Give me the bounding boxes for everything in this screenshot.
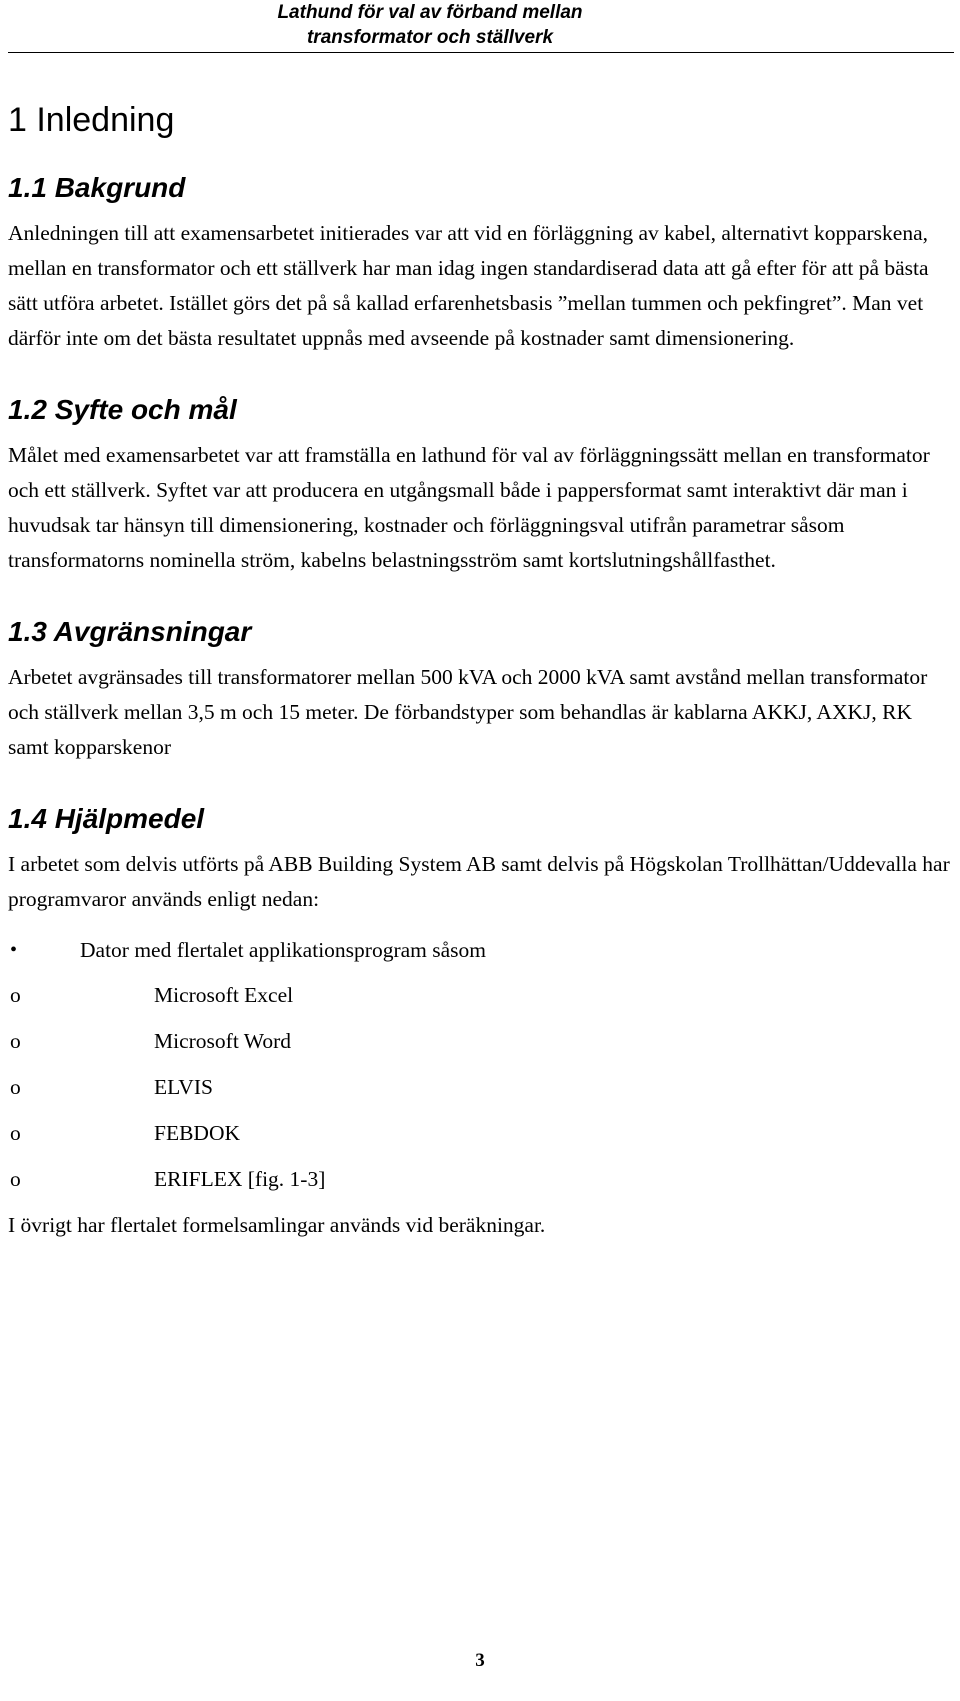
sublist-item-label: Microsoft Excel — [154, 983, 294, 1007]
sublist-item — [8, 1024, 950, 1059]
header-divider — [8, 52, 954, 53]
sublist-item-label: ELVIS — [154, 1075, 213, 1099]
sublist-item-label: Microsoft Word — [154, 1029, 292, 1053]
sublist-item-label: FEBDOK — [154, 1121, 241, 1145]
circle-bullet-icon: o — [10, 1029, 21, 1053]
circle-bullet-icon: o — [10, 1121, 21, 1145]
circle-bullet-icon: o — [10, 983, 21, 1007]
closing-paragraph: I övrigt har flertalet formelsamlingar används vid beräkningar. — [8, 1213, 546, 1237]
section-heading-bakgrund: 1.1 Bakgrund — [8, 172, 186, 203]
circle-bullet-icon: o — [10, 1167, 21, 1191]
list-item — [8, 933, 950, 968]
circle-bullet-icon: o — [10, 1075, 21, 1099]
sublist-item — [8, 1116, 950, 1151]
running-header-line-2: transformator och ställverk — [306, 27, 554, 48]
chapter-title: 1 Inledning — [8, 101, 175, 139]
section-paragraph: Anledningen till att examensarbetet initierades var att vid en förläggning av kabel, alternativt kopparskena, mellan en transformator och ett ställverk har man idag ingen standardiserad data att gå efter för att på bästa sätt utföra arbetet. Istället görs det på så kallad erfarenhetsbasis ”mellan tummen och pekfingret”. Man vet därför inte om det bästa resultatet uppnås med avseende på kostnader samt dimensionering. — [8, 221, 929, 350]
sublist-item-label: ERIFLEX [fig. 1-3] — [154, 1167, 326, 1191]
document-body — [8, 100, 950, 1277]
section-heading-avgransningar: 1.3 Avgränsningar — [8, 616, 252, 647]
running-header — [200, 0, 660, 50]
sublist-item — [8, 1162, 950, 1197]
page-number-value: 3 — [475, 1650, 485, 1671]
running-header-line-1: Lathund för val av förband mellan — [277, 2, 583, 23]
sublist-item — [8, 978, 950, 1013]
section-heading-syfte: 1.2 Syfte och mål — [8, 394, 237, 425]
page-number — [0, 1650, 960, 1672]
software-sublist — [8, 978, 950, 1197]
section-paragraph: Målet med examensarbetet var att framställa en lathund för val av förläggningssätt mellan en transformator och ett ställverk. Syftet var att producera en utgångsmall både i pappersformat samt interaktivt där man i huvudsak tar hänsyn till dimensionering, kostnader och förläggningsval utifrån parametrar såsom transformatorns nominella ström, kabelns belastningsström samt kortslutningshållfasthet. — [8, 443, 930, 572]
section-paragraph: Arbetet avgränsades till transformatorer mellan 500 kVA och 2000 kVA samt avstånd mellan transformator och ställverk mellan 3,5 m och 15 meter. De förbandstyper som behandlas är kablarna AKKJ, AXKJ, RK samt kopparskenor — [8, 665, 928, 759]
bullet-icon: • — [10, 939, 18, 961]
section-heading-hjalpmedel: 1.4 Hjälpmedel — [8, 803, 205, 834]
tools-list — [8, 933, 950, 968]
sublist-item — [8, 1070, 950, 1105]
section-paragraph: I arbetet som delvis utförts på ABB Building System AB samt delvis på Högskolan Trollhättan/Uddevalla har programvaror används enligt nedan: — [8, 852, 950, 911]
list-item-label: Dator med flertalet applikationsprogram såsom — [80, 938, 486, 962]
